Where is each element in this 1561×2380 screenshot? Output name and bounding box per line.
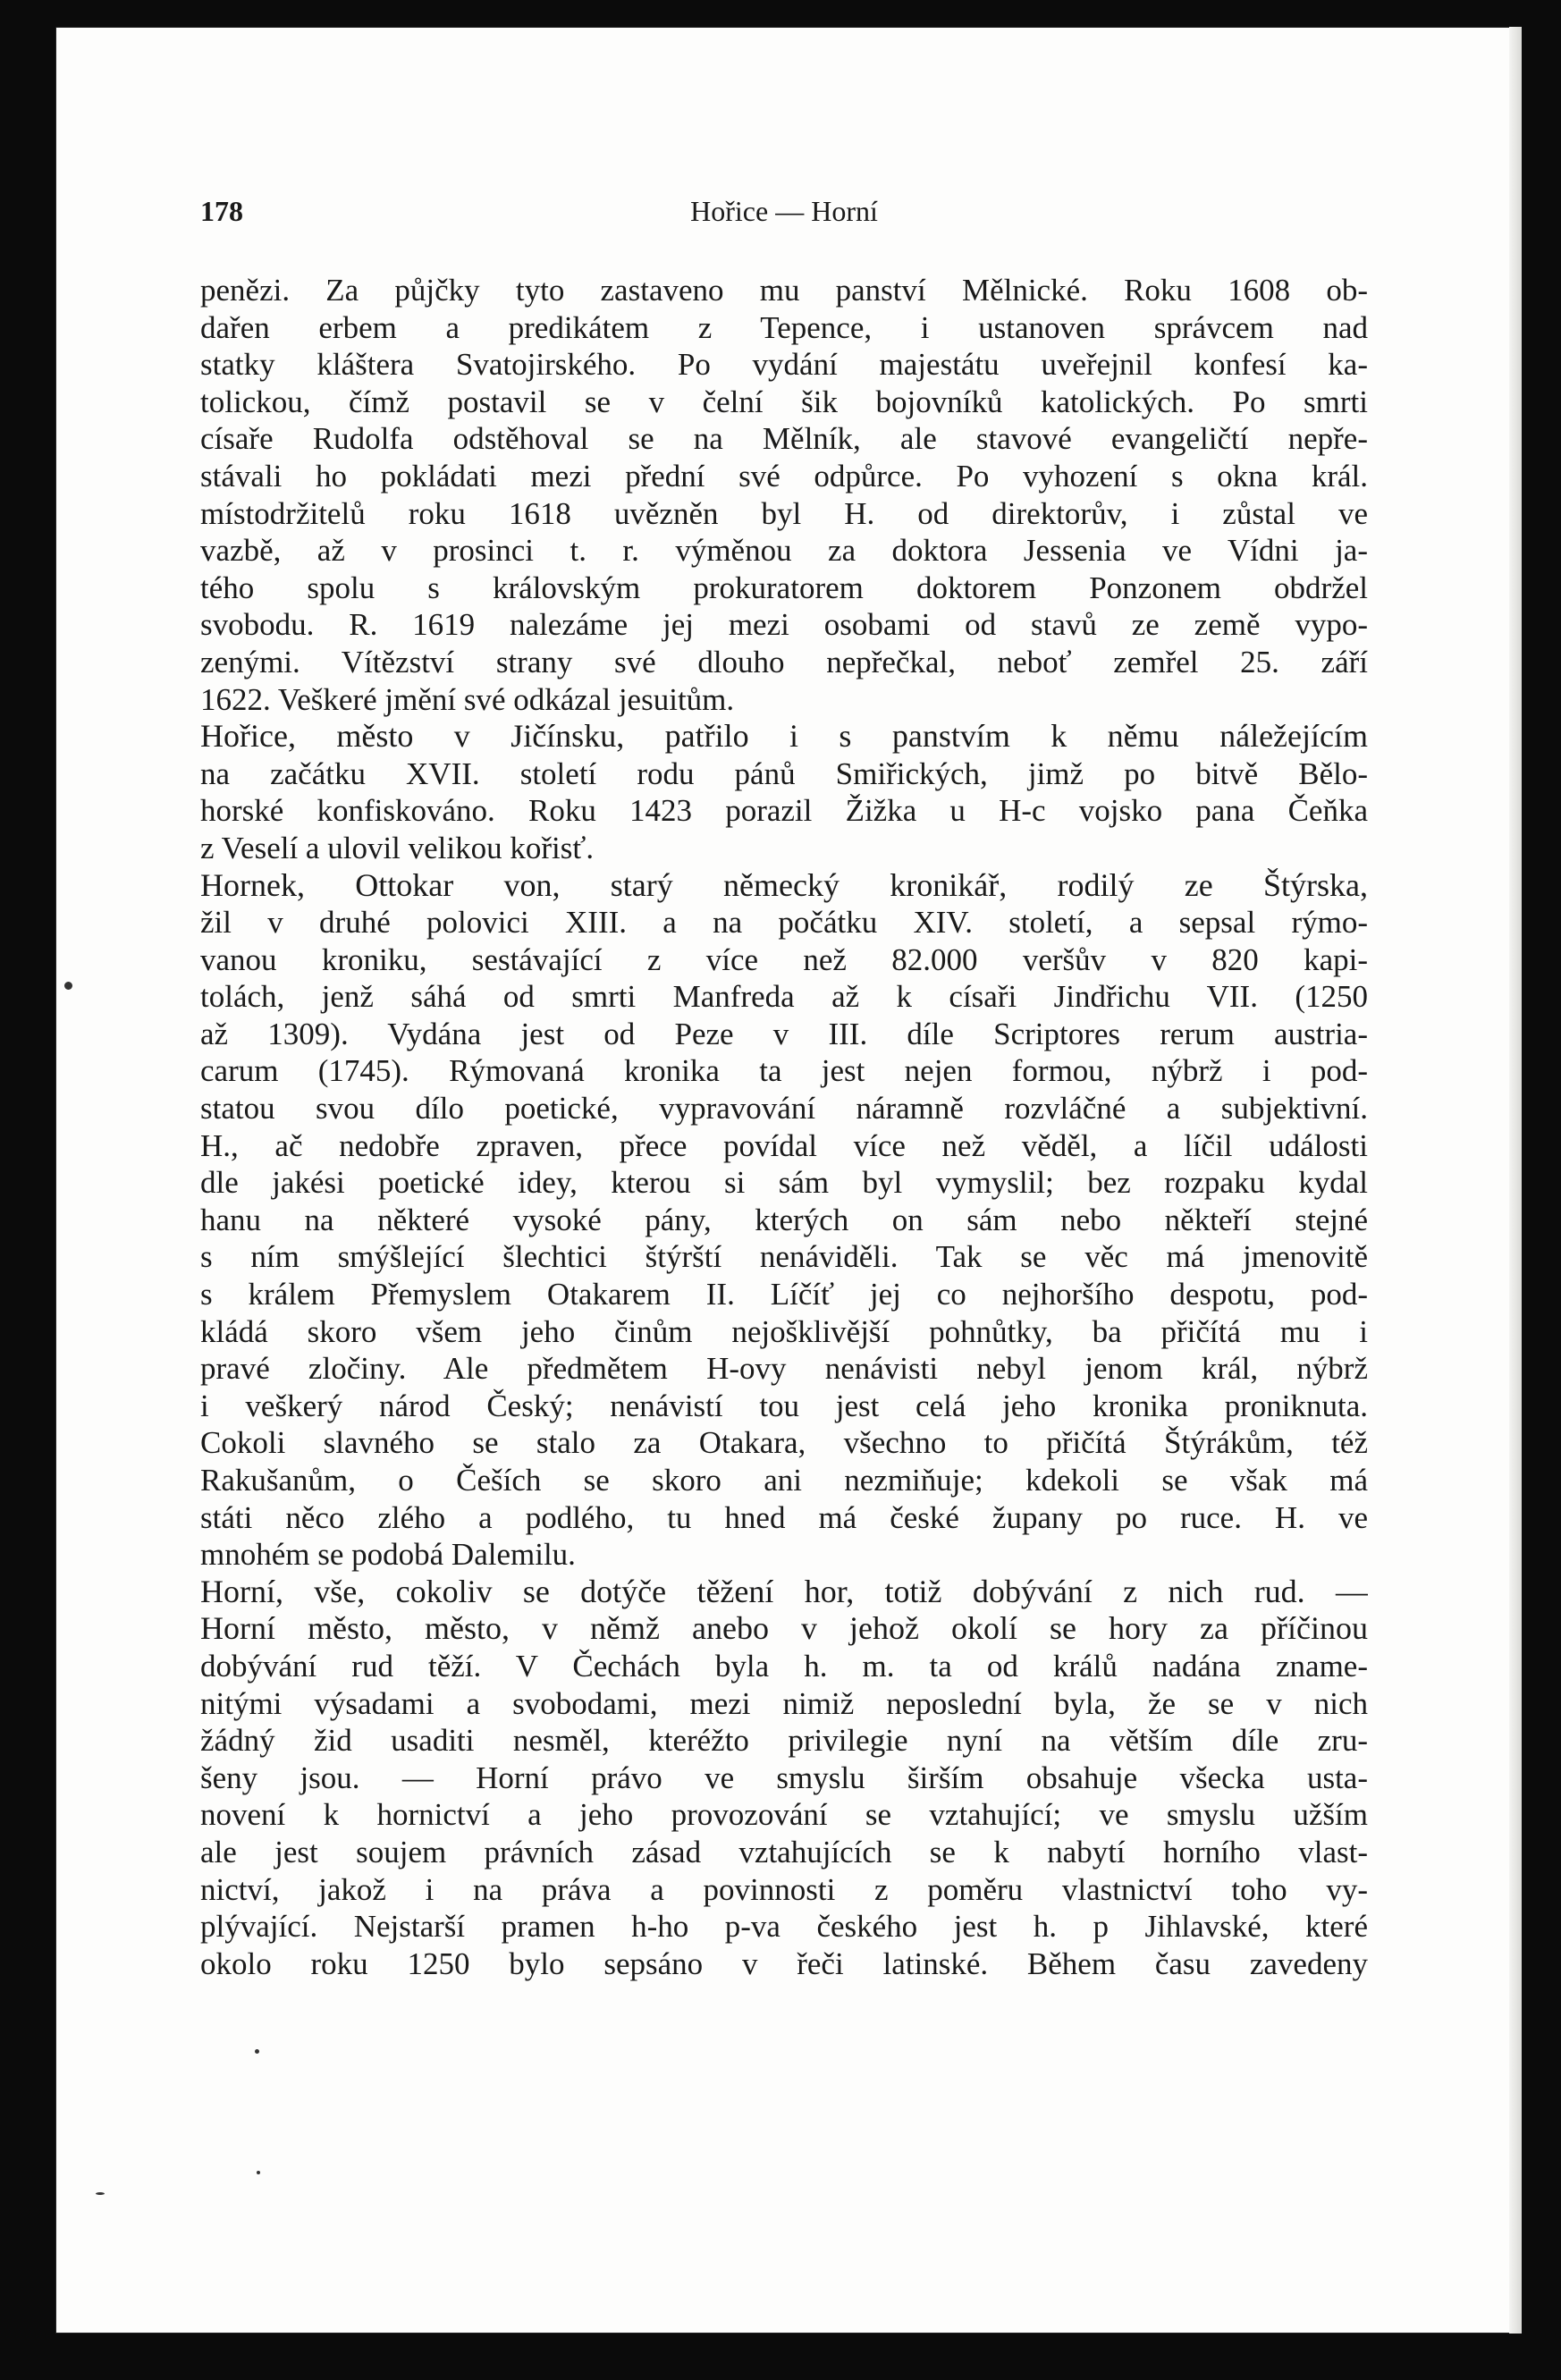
text-line: mnohém se podobá Dalemilu.: [200, 1537, 576, 1573]
text-line: H., ač nedobře zpraven, přece povídal více než věděl, a líčil události: [200, 1127, 1368, 1163]
scan-speck: [64, 982, 72, 990]
entry-horni-mesto-line: Horní město, město, v němž anebo v jehož okolí se hory za příčinou: [200, 1610, 1368, 1647]
text-line: žil v druhé polovici XIII. a na počátku XIV. století, a sepsal rýmo-: [200, 905, 1368, 941]
text-line: s králem Přemyslem Otakarem II. Líčíť jej co nejhoršího despotu, pod-: [200, 1277, 1368, 1312]
text-line: okolo roku 1250 bylo sepsáno v řeči latinské. Během času zavedeny: [200, 1945, 1368, 1981]
body-text: [200, 272, 1368, 1982]
text-line: nictví, jakož i na práva a povinnosti z poměru vlastnictví toho vy-: [200, 1871, 1368, 1907]
text-line: i veškerý národ Český; nenávistí tou jest celá jeho kronika proniknuta.: [200, 1388, 1368, 1423]
text-line: plývající. Nejstarší pramen h-ho p-va českého jest h. p Jihlavské, které: [200, 1909, 1368, 1945]
text-line: vanou kroniku, sestávající z více než 82.000 veršův v 820 kapi-: [200, 941, 1368, 977]
text-line: stávali ho pokládati mezi přední své odpůrce. Po vyhození s okna král.: [200, 458, 1368, 494]
text-line: s ním smýšlející šlechtici štýrští nenáviděli. Tak se věc má jmenovitě: [200, 1239, 1368, 1275]
entry-hornek-line: Hornek, Ottokar von, starý německý kronikář, rodilý ze Štýrska,: [200, 866, 1368, 903]
text-line: statky kláštera Svatojirského. Po vydání majestátu uveřejnil konfesí ka-: [200, 347, 1368, 383]
text-line: žádný žid usaditi nesměl, kteréžto privilegie nyní na větším díle zru-: [200, 1723, 1368, 1759]
entry-horice-line: Hořice, město v Jičínsku, patřilo i s panstvím k němu náležejícím: [200, 718, 1368, 755]
text-line: Cokoli slavného se stalo za Otakara, všechno to přičítá Štýrákům, též: [200, 1425, 1368, 1461]
text-line: dařen erbem a predikátem z Tepence, i ustanoven správcem nad: [200, 309, 1368, 345]
text-line: císaře Rudolfa odstěhoval se na Mělník, ale stavové evangeličtí nepře-: [200, 421, 1368, 457]
text-line: z Veselí a ulovil velikou kořisť.: [200, 830, 595, 865]
page-edge-shadow: [1509, 27, 1522, 2334]
text-line: místodržitelů roku 1618 uvězněn byl H. od direktorův, i zůstal ve: [200, 495, 1368, 531]
text-line: horské konfiskováno. Roku 1423 porazil Žižka u H-c vojsko pana Čeňka: [200, 793, 1368, 829]
scan-speck: [257, 2171, 260, 2174]
text-line: až 1309). Vydána jest od Peze v III. díle Scriptores rerum austria-: [200, 1016, 1368, 1051]
text-line: hanu na některé vysoké pány, kterých on sám nebo někteří stejné: [200, 1202, 1368, 1237]
text-line: na začátku XVII. století rodu pánů Smiřických, jimž po bitvě Bělo-: [200, 755, 1368, 791]
text-line: nitými výsadami a svobodami, mezi nimiž neposlední byla, že se v nich: [200, 1685, 1368, 1721]
text-line: 1622. Veškeré jmění své odkázal jesuitům.: [200, 681, 735, 717]
text-line: dle jakési poetické idey, kterou si sám byl vymyslil; bez rozpaku kydal: [200, 1165, 1368, 1201]
text-line: státi něco zlého a podlého, tu hned má české župany po ruce. H. ve: [200, 1499, 1368, 1535]
page-number: 178: [200, 195, 243, 227]
text-line: vazbě, až v prosinci t. r. výměnou za doktora Jessenia ve Vídni ja-: [200, 533, 1368, 569]
running-title: Hořice — Horní: [690, 195, 878, 227]
entry-horni-line: Horní, vše, cokoliv se dotýče těžení hor, totiž dobývání z nich rud. —: [200, 1573, 1368, 1609]
text-line: carum (1745). Rýmovaná kronika ta jest nejen formou, nýbrž i pod-: [200, 1053, 1368, 1089]
text-line: ale jest soujem právních zásad vztahujících se k nabytí horního vlast-: [200, 1834, 1368, 1869]
text-line: penězi. Za půjčky tyto zastaveno mu panství Mělnické. Roku 1608 ob-: [200, 273, 1368, 308]
text-line: tého spolu s královským prokuratorem doktorem Ponzonem obdržel: [200, 570, 1368, 605]
text-line: novení k hornictví a jeho provozování se vztahující; ve smyslu užším: [200, 1797, 1368, 1833]
text-line: dobývání rud těží. V Čechách byla h. m. ta od králů nadána zname-: [200, 1648, 1368, 1684]
scan-speck: [255, 2049, 259, 2054]
text-line: statou svou dílo poetické, vypravování náramně rozvláčné a subjektivní.: [200, 1091, 1368, 1127]
text-line: pravé zločiny. Ale předmětem H-ovy nenávisti nebyl jenom král, nýbrž: [200, 1351, 1368, 1387]
text-line: tolickou, čímž postavil se v čelní šik bojovníků katolických. Po smrti: [200, 384, 1368, 419]
text-line: kládá skoro všem jeho činům nejošklivější pohnůtky, ba přičítá mu i: [200, 1313, 1368, 1349]
entry-horni-pravo-line: šeny jsou. — Horní právo ve smyslu širším obsahuje všecka usta-: [200, 1760, 1368, 1795]
text-line: tolách, jenž sáhá od smrti Manfreda až k císaři Jindřichu VII. (1250: [200, 979, 1368, 1015]
text-line: svobodu. R. 1619 nalezáme jej mezi osobami od stavů ze země vypo-: [200, 607, 1368, 643]
text-line: zenými. Vítězství strany své dlouho nepřečkal, neboť zemřel 25. září: [200, 644, 1368, 679]
scan-speck: [96, 2192, 105, 2195]
page-header: [200, 195, 1368, 231]
text-line: Rakušanům, o Češích se skoro ani nezmiňuje; kdekoli se však má: [200, 1463, 1368, 1498]
